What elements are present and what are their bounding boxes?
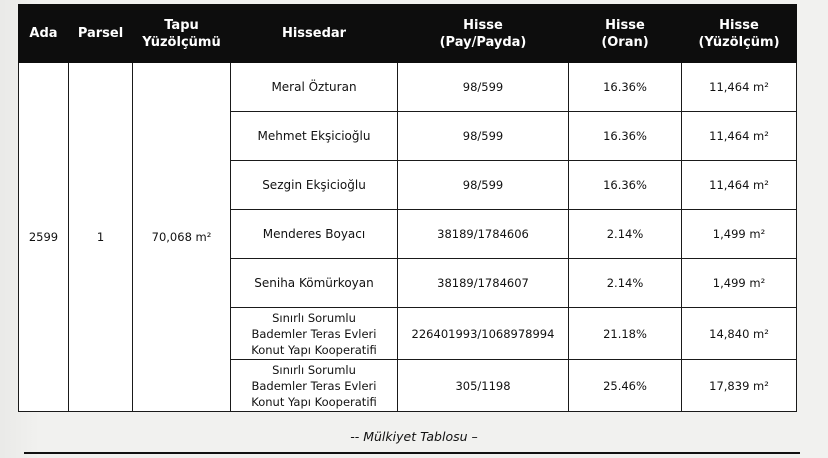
header-tapu-yuzolcumu — [133, 5, 231, 63]
cell-owner: Seniha Kömürkoyan — [231, 259, 398, 308]
cell-owner: Menderes Boyacı — [231, 210, 398, 259]
header-yuz-line2: (Yüzölçüm) — [698, 34, 780, 50]
header-hisse-oran — [569, 5, 682, 63]
cell-share: 38189/1784606 — [398, 210, 569, 259]
cell-owner — [231, 308, 398, 360]
owner-line: Konut Yapı Kooperatifi — [251, 394, 377, 409]
cell-ratio: 16.36% — [569, 63, 682, 112]
owner-line: Sınırlı Sorumlu — [272, 310, 356, 325]
cell-area: 11,464 m² — [682, 161, 797, 210]
cell-owner: Sezgin Ekşicioğlu — [231, 161, 398, 210]
table-caption: -- Mülkiyet Tablosu – — [350, 429, 478, 444]
table-row — [19, 63, 797, 112]
cell-area: 11,464 m² — [682, 112, 797, 161]
header-ada: Ada — [19, 5, 69, 63]
cell-owner: Mehmet Ekşicioğlu — [231, 112, 398, 161]
owner-line: Bademler Teras Evleri — [251, 378, 377, 393]
header-hisse-yuzolcum — [682, 5, 797, 63]
owner-line: Sınırlı Sorumlu — [272, 362, 356, 377]
cell-ada: 2599 — [19, 63, 69, 412]
cell-owner — [231, 360, 398, 412]
cell-ratio: 2.14% — [569, 259, 682, 308]
header-tapu-line1: Tapu — [164, 17, 199, 33]
owner-line: Konut Yapı Kooperatifi — [251, 342, 377, 357]
header-oran-line1: Hisse — [605, 17, 645, 33]
cell-ratio: 21.18% — [569, 308, 682, 360]
header-hissedar: Hissedar — [231, 5, 398, 63]
cell-ratio: 16.36% — [569, 112, 682, 161]
cell-share: 305/1198 — [398, 360, 569, 412]
bottom-divider — [24, 452, 800, 454]
header-pay-line1: Hisse — [463, 17, 503, 33]
cell-area: 17,839 m² — [682, 360, 797, 412]
cell-parsel: 1 — [69, 63, 133, 412]
header-parsel: Parsel — [69, 5, 133, 63]
cell-area: 14,840 m² — [682, 308, 797, 360]
cell-share: 98/599 — [398, 112, 569, 161]
cell-ratio: 2.14% — [569, 210, 682, 259]
header-hisse-pay-payda — [398, 5, 569, 63]
cell-ratio: 16.36% — [569, 161, 682, 210]
header-tapu-line2: Yüzölçümü — [142, 34, 221, 50]
ownership-table — [18, 4, 797, 412]
owner-line: Bademler Teras Evleri — [251, 326, 377, 341]
header-oran-line2: (Oran) — [601, 34, 649, 50]
header-pay-line2: (Pay/Payda) — [439, 34, 527, 50]
cell-owner: Meral Özturan — [231, 63, 398, 112]
cell-area: 1,499 m² — [682, 210, 797, 259]
cell-share: 226401993/1068978994 — [398, 308, 569, 360]
header-yuz-line1: Hisse — [719, 17, 759, 33]
header-row — [19, 5, 797, 63]
cell-share: 38189/1784607 — [398, 259, 569, 308]
cell-share: 98/599 — [398, 63, 569, 112]
cell-area: 11,464 m² — [682, 63, 797, 112]
cell-tapu-area: 70,068 m² — [133, 63, 231, 412]
cell-ratio: 25.46% — [569, 360, 682, 412]
cell-share: 98/599 — [398, 161, 569, 210]
cell-area: 1,499 m² — [682, 259, 797, 308]
